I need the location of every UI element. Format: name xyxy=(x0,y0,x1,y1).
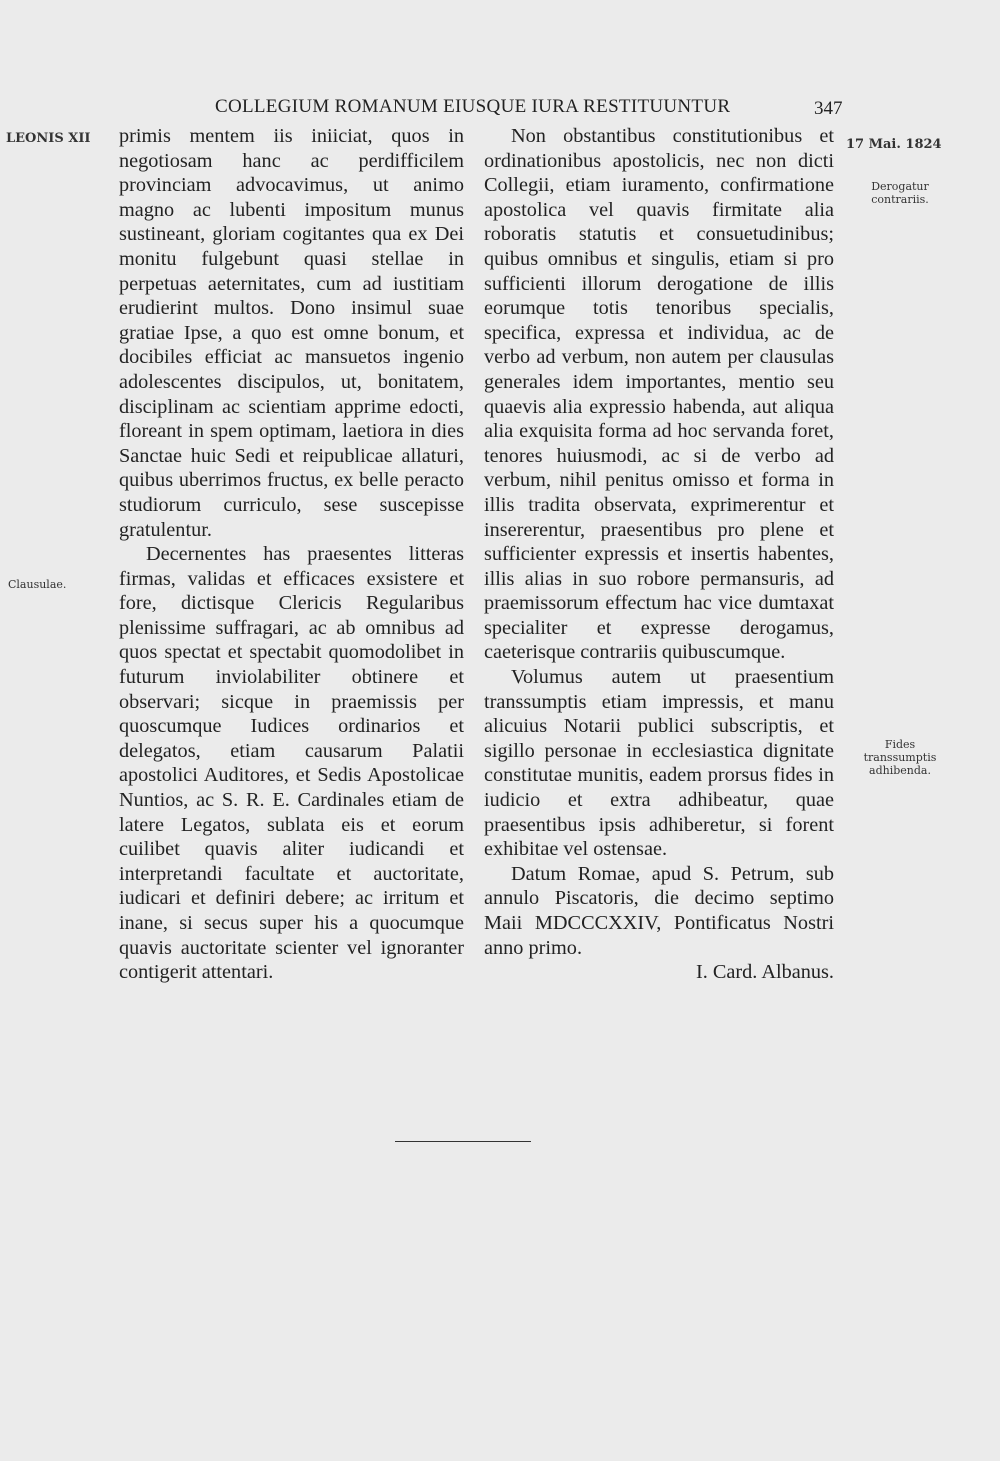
right-paragraph-1: Non obstantibus constitutionibus et ordinationibus apostolicis, nec non dicti Collegii, etiam iuramento, confirmatione apostolica vel quavis firmitate alia roboratis statutis et consuetudinibus; quibus omnibus et singulis, etiam si pro sufficienti illorum derogatione de illis eorumque totis tenoribus specialis, specifica, expressa et individua, ac de verbo ad verbum, non autem per clausulas generales idem importantes, mentio seu quaevis alia expressio habenda, aut aliqua alia exquisita forma ad hoc servanda foret, tenores huiusmodi, ac si de verbo ad verbum, nihil penitus omisso et forma in illis tradita observata, exprimerentur et insererentur, praesentibus pro plene et sufficienter expressis et insertis habentes, illis alias in suo robore permansuris, ad praemissorum effectum hac vice dumtaxat specialiter et expresse derogamus, caeterisque contrariis quibuscumque. xyxy=(484,125,834,664)
left-column xyxy=(119,124,464,985)
running-title: COLLEGIUM ROMANUM EIUSQUE IURA RESTITUUNTUR xyxy=(215,96,731,117)
margin-note-fides: Fides transsumptis adhibenda. xyxy=(863,738,937,777)
margin-note-date: 17 Mai. 1824 xyxy=(846,137,942,152)
right-paragraph-3: Datum Romae, apud S. Petrum, sub annulo Piscatoris, die decimo septimo Maii MDCCCXXIV, Pontificatus Nostri anno primo. xyxy=(484,862,834,959)
signature: I. Card. Albanus. xyxy=(695,961,834,984)
margin-note-clausulae: Clausulae. xyxy=(8,578,67,591)
end-rule xyxy=(395,1141,531,1142)
margin-note-left-top: LEONIS XII xyxy=(6,131,91,146)
right-column xyxy=(484,124,834,985)
left-paragraph-1: primis mentem iis iniiciat, quos in negotiosam hanc ac perdifficilem provinciam advocavimus, ut animo magno ac lubenti impositum munus sustineant, gloriam cogitantes qua ex Dei monitu fulgebunt quasi stellae in perpetuas aeternitates, cum ad iustitiam erudierint multos. Dono insimul suae gratiae Ipse, a quo est omne bonum, et docibiles efficiat ac mansuetos ingenio adolescentes discipulos, ut, bonitatem, disciplinam ac scientiam apprime edocti, floreant in spem optimam, laetiora in dies Sanctae huic Sedi et reipublicae allaturi, quibus uberrimos fructus, ex belle peracto studiorum curriculo, sese suscepisse gratulentur. xyxy=(119,125,464,541)
margin-note-derogatur: Derogatur contrariis. xyxy=(871,180,929,206)
left-paragraph-2: Decernentes has praesentes litteras firmas, validas et efficaces exsistere et fore, dictisque Clericis Regularibus plenissime suffragari, ac ab omnibus ad quos spectat et spectabit quomodolibet in futurum inviolabiliter obtinere et observari; sicque in praemissis per quoscumque Iudices ordinarios et delegatos, etiam causarum Palatii apostolici Auditores, et Sedis Apostolicae Nuntios, ac S. R. E. Cardinales etiam de latere Legatos, sublata eis et eorum cuilibet quavis aliter iudicandi et interpretandi facultate et auctoritate, iudicari et definiri debere; ac irritum et inane, si secus super his a quocumque quavis auctoritate scienter vel ignoranter contigerit attentari. xyxy=(119,543,464,984)
right-paragraph-2: Volumus autem ut praesentium transsumptis etiam impressis, et manu alicuius Notarii publici subscriptis, et sigillo personae in ecclesiastica dignitate constitutae munitis, eadem prorsus fides in iudicio et extra adhibeatur, quae praesentibus ipsis adhiberetur, si forent exhibitae vel ostensae. xyxy=(484,666,834,861)
page-number: 347 xyxy=(814,98,843,119)
